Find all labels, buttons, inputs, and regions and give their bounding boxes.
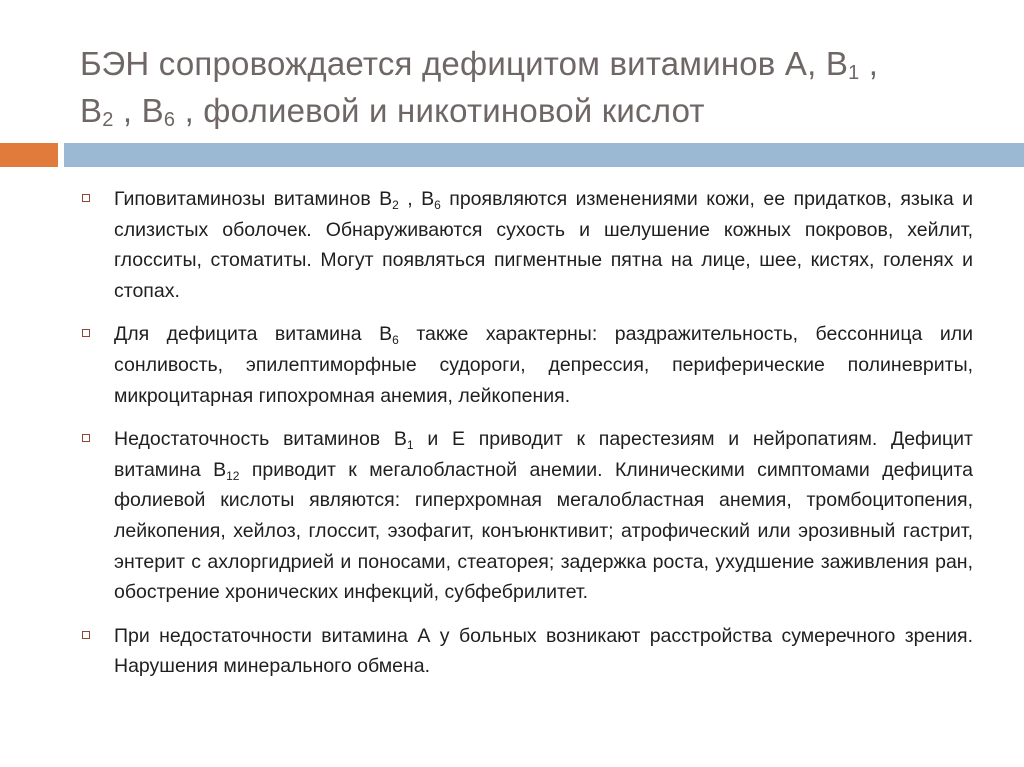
item-subscript: 6	[434, 198, 441, 212]
item-subscript: 6	[392, 333, 399, 348]
item-text: Недостаточность витаминов В	[114, 428, 407, 451]
square-bullet-icon	[82, 434, 90, 442]
item-text: приводит к мегалобластной анемии. Клиническими симптомами дефицита фолиевой кислоты являются: гиперхромная мегалобластная анемия, тромбоцитопения, лейкопения, хейлоз, глоссит, эзофагит, конъюнктивит; атрофический или эрозивный гастрит, энтерит с ахлоргидрией и поносами, стеаторея; задержка роста, ухудшение заживления ран, обострение хронических инфекций, субфебрилитет.	[114, 458, 973, 604]
bullet-list	[80, 184, 973, 695]
title-subscript: 2	[102, 109, 114, 131]
title-underline-bar	[64, 143, 1024, 167]
accent-bar	[0, 143, 58, 167]
item-text: Гиповитаминозы витаминов В	[114, 188, 393, 210]
title-subscript: 6	[163, 109, 176, 131]
item-text: и Е приводит к парестезиям и нейропатиям. Дефицит витамина В	[114, 428, 973, 481]
square-bullet-icon	[82, 329, 90, 337]
square-bullet-icon	[82, 194, 90, 202]
list-item	[80, 319, 973, 411]
item-text: , В	[398, 188, 435, 210]
list-item	[80, 184, 973, 306]
item-text: При недостаточности витамина А у больных возникают расстройства сумеречного зрения. Нарушения минерального обмена.	[114, 624, 973, 678]
title-subscript: 1	[848, 62, 860, 84]
item-text: Для дефицита витамина В	[114, 323, 393, 346]
square-bullet-icon	[82, 631, 90, 639]
slide-title	[80, 40, 980, 134]
item-subscript: 2	[392, 198, 399, 212]
list-item	[80, 621, 973, 682]
item-subscript: 1	[406, 438, 414, 453]
item-text: проявляются изменениями кожи, ее придатков, языка и слизистых оболочек. Обнаруживаются сухость и шелушение кожных покровов, хейлит, глосситы, стоматиты. Могут появляться пигментные пятна на лице, шее, кистях, голенях и стопах.	[114, 188, 973, 302]
title-part: В	[80, 92, 103, 129]
item-text: также характерны: раздражительность, бессонница или сонливость, эпилептиморфные судороги, депрессия, периферические полиневриты, микроцитарная гипохромная анемия, лейкопения.	[114, 323, 974, 407]
title-part: , В	[113, 92, 164, 129]
title-part: БЭН сопровождается дефицитом витаминов А, В	[80, 45, 849, 82]
item-subscript: 12	[226, 468, 240, 483]
list-item	[80, 424, 973, 608]
title-part: ,	[859, 45, 879, 82]
title-part: , фолиевой и никотиновой кислот	[175, 92, 705, 129]
